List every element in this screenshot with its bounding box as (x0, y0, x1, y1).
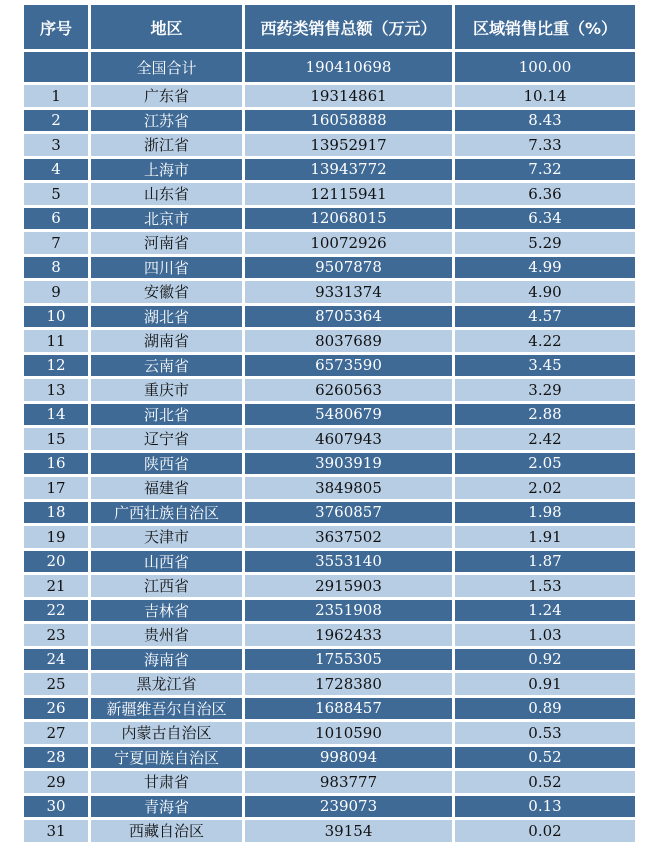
cell-share: 6.36 (455, 183, 635, 205)
cell-sales: 3760857 (245, 502, 452, 524)
cell-region: 贵州省 (91, 624, 242, 646)
cell-region: 上海市 (91, 159, 242, 181)
table-row (24, 330, 635, 352)
cell-sales: 983777 (245, 771, 452, 793)
cell-sales: 6573590 (245, 355, 452, 377)
table-row (24, 85, 635, 107)
table-body (24, 52, 635, 842)
cell-region: 湖南省 (91, 330, 242, 352)
cell-sales: 3903919 (245, 453, 452, 475)
table-row-total (24, 52, 635, 82)
cell-region: 黑龙江省 (91, 673, 242, 695)
cell-share: 1.03 (455, 624, 635, 646)
cell-sales: 1728380 (245, 673, 452, 695)
table-row (24, 183, 635, 205)
cell-sales: 16058888 (245, 110, 452, 132)
cell-sales: 1755305 (245, 649, 452, 671)
cell-share: 8.43 (455, 110, 635, 132)
cell-share: 0.53 (455, 722, 635, 744)
table-row (24, 428, 635, 450)
cell-share: 3.29 (455, 379, 635, 401)
cell-index: 14 (24, 404, 88, 426)
cell-region: 海南省 (91, 649, 242, 671)
cell-index: 6 (24, 208, 88, 230)
cell-sales: 4607943 (245, 428, 452, 450)
cell-index: 1 (24, 85, 88, 107)
cell-sales: 9507878 (245, 257, 452, 279)
cell-share: 1.91 (455, 526, 635, 548)
cell-sales: 3637502 (245, 526, 452, 548)
cell-sales: 39154 (245, 820, 452, 842)
table-row (24, 722, 635, 744)
cell-region: 浙江省 (91, 134, 242, 156)
cell-index: 7 (24, 232, 88, 254)
cell-index: 28 (24, 747, 88, 769)
table-row (24, 673, 635, 695)
total-sales: 190410698 (245, 52, 452, 82)
table-row (24, 796, 635, 818)
cell-share: 6.34 (455, 208, 635, 230)
cell-region: 内蒙古自治区 (91, 722, 242, 744)
cell-sales: 8705364 (245, 306, 452, 328)
total-share: 100.00 (455, 52, 635, 82)
total-region: 全国合计 (91, 52, 242, 82)
cell-sales: 5480679 (245, 404, 452, 426)
table-header (24, 5, 635, 49)
cell-region: 辽宁省 (91, 428, 242, 450)
cell-share: 2.42 (455, 428, 635, 450)
cell-share: 5.29 (455, 232, 635, 254)
header-index: 序号 (24, 5, 88, 49)
cell-index: 18 (24, 502, 88, 524)
cell-region: 新疆维吾尔自治区 (91, 698, 242, 720)
cell-sales: 1010590 (245, 722, 452, 744)
cell-index: 13 (24, 379, 88, 401)
cell-share: 4.90 (455, 281, 635, 303)
table-row (24, 698, 635, 720)
table-row (24, 820, 635, 842)
cell-sales: 12115941 (245, 183, 452, 205)
cell-region: 西藏自治区 (91, 820, 242, 842)
table-row (24, 771, 635, 793)
table-row (24, 526, 635, 548)
cell-index: 2 (24, 110, 88, 132)
table-row (24, 404, 635, 426)
sales-table (21, 2, 638, 845)
cell-index: 30 (24, 796, 88, 818)
table-row (24, 747, 635, 769)
cell-index: 24 (24, 649, 88, 671)
cell-sales: 13952917 (245, 134, 452, 156)
cell-share: 10.14 (455, 85, 635, 107)
table-row (24, 110, 635, 132)
cell-index: 21 (24, 575, 88, 597)
cell-index: 15 (24, 428, 88, 450)
cell-index: 4 (24, 159, 88, 181)
table-row (24, 281, 635, 303)
cell-index: 5 (24, 183, 88, 205)
cell-region: 安徽省 (91, 281, 242, 303)
cell-index: 26 (24, 698, 88, 720)
cell-share: 0.02 (455, 820, 635, 842)
cell-share: 1.87 (455, 551, 635, 573)
cell-sales: 8037689 (245, 330, 452, 352)
cell-share: 0.52 (455, 747, 635, 769)
table-row (24, 159, 635, 181)
cell-region: 湖北省 (91, 306, 242, 328)
cell-sales: 10072926 (245, 232, 452, 254)
cell-share: 1.24 (455, 600, 635, 622)
cell-region: 青海省 (91, 796, 242, 818)
cell-sales: 2915903 (245, 575, 452, 597)
header-regional-share: 区域销售比重（%） (455, 5, 635, 49)
cell-share: 2.02 (455, 477, 635, 499)
table-row (24, 551, 635, 573)
table-row (24, 649, 635, 671)
cell-region: 云南省 (91, 355, 242, 377)
cell-index: 17 (24, 477, 88, 499)
cell-share: 0.13 (455, 796, 635, 818)
cell-region: 北京市 (91, 208, 242, 230)
cell-index: 20 (24, 551, 88, 573)
cell-region: 吉林省 (91, 600, 242, 622)
cell-sales: 3553140 (245, 551, 452, 573)
cell-share: 1.98 (455, 502, 635, 524)
cell-index: 9 (24, 281, 88, 303)
cell-sales: 9331374 (245, 281, 452, 303)
table-row (24, 208, 635, 230)
cell-index: 10 (24, 306, 88, 328)
cell-index: 11 (24, 330, 88, 352)
cell-index: 8 (24, 257, 88, 279)
table-row (24, 355, 635, 377)
total-index (24, 52, 88, 82)
header-row (24, 5, 635, 49)
cell-region: 广西壮族自治区 (91, 502, 242, 524)
table-row (24, 134, 635, 156)
cell-region: 河南省 (91, 232, 242, 254)
cell-index: 31 (24, 820, 88, 842)
cell-index: 25 (24, 673, 88, 695)
cell-sales: 1688457 (245, 698, 452, 720)
cell-share: 7.33 (455, 134, 635, 156)
cell-region: 重庆市 (91, 379, 242, 401)
cell-share: 2.88 (455, 404, 635, 426)
cell-region: 山西省 (91, 551, 242, 573)
cell-share: 3.45 (455, 355, 635, 377)
cell-sales: 1962433 (245, 624, 452, 646)
cell-region: 广东省 (91, 85, 242, 107)
header-region: 地区 (91, 5, 242, 49)
cell-region: 四川省 (91, 257, 242, 279)
cell-region: 河北省 (91, 404, 242, 426)
cell-share: 7.32 (455, 159, 635, 181)
cell-region: 天津市 (91, 526, 242, 548)
cell-region: 陕西省 (91, 453, 242, 475)
cell-share: 4.22 (455, 330, 635, 352)
cell-region: 山东省 (91, 183, 242, 205)
cell-index: 22 (24, 600, 88, 622)
cell-index: 12 (24, 355, 88, 377)
cell-share: 0.89 (455, 698, 635, 720)
table-row (24, 232, 635, 254)
table-row (24, 306, 635, 328)
cell-index: 27 (24, 722, 88, 744)
cell-region: 福建省 (91, 477, 242, 499)
cell-index: 3 (24, 134, 88, 156)
cell-share: 0.91 (455, 673, 635, 695)
header-sales-total: 西药类销售总额（万元） (245, 5, 452, 49)
cell-index: 16 (24, 453, 88, 475)
cell-share: 2.05 (455, 453, 635, 475)
cell-index: 29 (24, 771, 88, 793)
cell-sales: 3849805 (245, 477, 452, 499)
table-row (24, 257, 635, 279)
table-row (24, 502, 635, 524)
cell-index: 19 (24, 526, 88, 548)
table-row (24, 477, 635, 499)
table-row (24, 379, 635, 401)
cell-sales: 19314861 (245, 85, 452, 107)
cell-share: 0.52 (455, 771, 635, 793)
table-row (24, 624, 635, 646)
cell-share: 4.57 (455, 306, 635, 328)
table-row (24, 453, 635, 475)
cell-region: 宁夏回族自治区 (91, 747, 242, 769)
cell-sales: 239073 (245, 796, 452, 818)
table-row (24, 575, 635, 597)
cell-share: 1.53 (455, 575, 635, 597)
cell-sales: 13943772 (245, 159, 452, 181)
cell-sales: 998094 (245, 747, 452, 769)
cell-region: 江西省 (91, 575, 242, 597)
cell-region: 江苏省 (91, 110, 242, 132)
cell-share: 4.99 (455, 257, 635, 279)
cell-share: 0.92 (455, 649, 635, 671)
table-row (24, 600, 635, 622)
cell-sales: 6260563 (245, 379, 452, 401)
cell-sales: 2351908 (245, 600, 452, 622)
cell-index: 23 (24, 624, 88, 646)
cell-region: 甘肃省 (91, 771, 242, 793)
cell-sales: 12068015 (245, 208, 452, 230)
